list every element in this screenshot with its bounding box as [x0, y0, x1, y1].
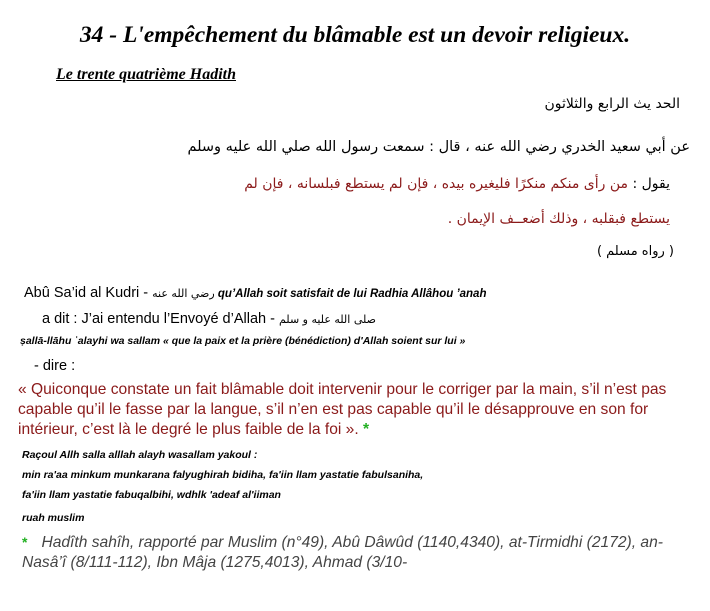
transliteration-line-3: fa'iin llam yastatie fabuqalbihi, wdhlk 'adeaf al'iiman	[22, 489, 281, 501]
salat-line: ṣallā-llāhu ʿalayhi wa sallam « que la paix et la prière (bénédiction) d'Allah soient sur lui »	[20, 335, 466, 347]
arabic-line-2-prefix: يقول :	[632, 176, 670, 192]
hadith-subtitle: Le trente quatrième Hadith	[56, 66, 236, 83]
arabic-line-4: ( رواه مسلم )	[596, 244, 674, 259]
footnote-marker: *	[22, 534, 28, 550]
said-text: a dit : J’ai entendu l’Envoyé d’Allah -	[42, 311, 279, 327]
dire-line: - dire :	[34, 358, 76, 374]
footnote	[22, 532, 692, 573]
arabic-line-1: عن أبي سعيد الخدري رضي الله عنه ، قال : سمعت رسول الله صلي الله عليه وسلم	[187, 139, 690, 155]
quote-text: « Quiconque constate un fait blâmable doit intervenir pour le corriger par la main, s’il n’est pas capable qu’il le fasse par la langue, s’il n’en est pas capable qu’il le désapprouve en son for intérieur, c’est là le degré le plus faible de la foi ».	[18, 381, 667, 438]
transliteration-line-1: Raçoul Allh salla alllah alayh wasallam yakoul :	[22, 449, 258, 461]
narrator-gloss: qu’Allah soit satisfait de lui Radhia Allâhou ’anah	[214, 288, 487, 300]
page-title: 34 - L'empêchement du blâmable est un devoir religieux.	[79, 22, 631, 48]
narrator-line	[24, 285, 486, 301]
arabic-heading: الحد يث الرابع والثلاثون	[544, 96, 680, 112]
quote-marker: *	[363, 421, 370, 438]
transliteration-line-2: min ra'aa minkum munkarana falyughirah bidiha, fa'iin llam yastatie fabulsaniha,	[22, 469, 424, 481]
said-arabic: صلى الله عليه و سلم	[278, 313, 376, 326]
narrator-arabic: رضي الله عنه	[152, 287, 215, 300]
footnote-text: Hadîth sahîh, rapporté par Muslim (n°49), Abû Dâwûd (1140,4340), at-Tirmidhi (2172), an-Nasâ’î (8/111-112), Ibn Mâja (1275,4013), Ahmad (3/10-	[22, 534, 663, 571]
said-line	[42, 311, 376, 327]
hadith-quote	[18, 380, 708, 440]
transliteration-line-4: ruah muslim	[22, 512, 85, 524]
arabic-line-2	[244, 176, 670, 192]
arabic-line-3: يستطع فبقلبه ، وذلك أضعــف الإيمان .	[447, 211, 670, 227]
narrator-name: Abû Sa’id al Kudri -	[24, 285, 153, 301]
arabic-line-2-body: من رأى منكم منكرًا فليغيره بيده ، فإن لم يستطع فبلسانه ، فإن لم	[244, 176, 628, 192]
